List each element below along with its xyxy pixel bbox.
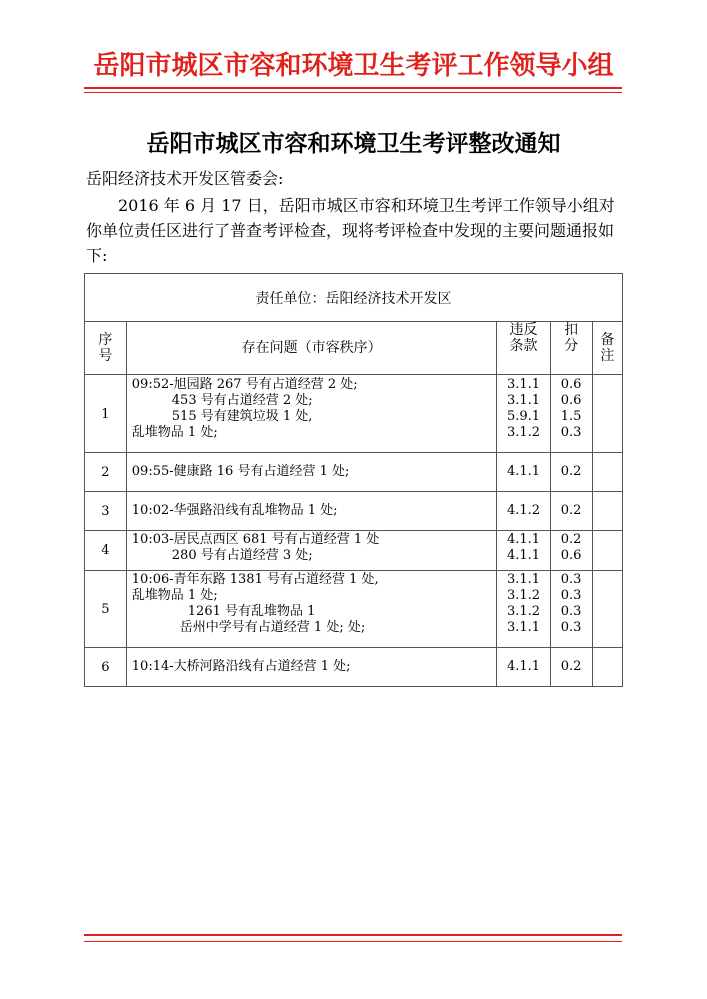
row-notes	[592, 571, 622, 648]
row-notes	[592, 531, 622, 571]
table-row	[85, 648, 623, 687]
row-notes	[592, 453, 622, 492]
row-issues: 09:55-健康路 16 号有占道经营 1 处;	[126, 453, 497, 492]
header-points: 扣 分	[550, 322, 592, 375]
document-title: 岳阳市城区市容和环境卫生考评整改通知	[146, 131, 561, 157]
row-number: 4	[85, 531, 127, 571]
inspection-table	[84, 273, 623, 687]
footer-rule-thin	[84, 941, 622, 942]
row-points: 0.3 0.3 0.3 0.3	[550, 571, 592, 648]
row-issues: 10:06-青年东路 1381 号有占道经营 1 处, 乱堆物品 1 处; 1261 号有乱堆物品 1 岳州中学号有占道经营 1 处; 处;	[126, 571, 497, 648]
header-rule-thin	[84, 92, 622, 93]
header-issues: 存在问题（市容秩序）	[126, 322, 497, 375]
row-number: 6	[85, 648, 127, 687]
row-points: 0.6 0.6 1.5 0.3	[550, 375, 592, 453]
row-codes: 4.1.1 4.1.1	[497, 531, 550, 571]
row-number: 3	[85, 492, 127, 531]
table-row	[85, 375, 623, 453]
row-codes: 4.1.1	[497, 453, 550, 492]
row-points: 0.2	[550, 453, 592, 492]
row-issues: 10:02-华强路沿线有乱堆物品 1 处;	[126, 492, 497, 531]
row-codes: 3.1.1 3.1.2 3.1.2 3.1.1	[497, 571, 550, 648]
row-number: 2	[85, 453, 127, 492]
row-points: 0.2	[550, 492, 592, 531]
header-rule-thick	[84, 87, 622, 89]
footer-rule-thick	[84, 934, 622, 936]
org-header-title: 岳阳市城区市容和环境卫生考评工作领导小组	[93, 51, 614, 81]
table-row	[85, 571, 623, 648]
row-issues: 09:52-旭园路 267 号有占道经营 2 处; 453 号有占道经营 2 处; 515 号有建筑垃圾 1 处, 乱堆物品 1 处;	[126, 375, 497, 453]
row-number: 5	[85, 571, 127, 648]
responsible-unit-row	[85, 274, 623, 322]
table-row	[85, 453, 623, 492]
row-notes	[592, 492, 622, 531]
row-notes	[592, 375, 622, 453]
row-codes: 4.1.1	[497, 648, 550, 687]
row-points: 0.2	[550, 648, 592, 687]
row-codes: 4.1.2	[497, 492, 550, 531]
row-issues: 10:14-大桥河路沿线有占道经营 1 处;	[126, 648, 497, 687]
row-codes: 3.1.1 3.1.1 5.9.1 3.1.2	[497, 375, 550, 453]
row-issues: 10:03-居民点西区 681 号有占道经营 1 处 280 号有占道经营 3 处;	[126, 531, 497, 571]
header-number: 序 号	[85, 322, 127, 375]
row-notes	[592, 648, 622, 687]
row-points: 0.2 0.6	[550, 531, 592, 571]
addressee: 岳阳经济技术开发区管委会:	[86, 169, 284, 188]
header-codes: 违反 条款	[497, 322, 550, 375]
row-number: 1	[85, 375, 127, 453]
notice-body: 2016 年 6 月 17 日，岳阳市城区市容和环境卫生考评工作领导小组对你单位责任区进行了普查考评检查，现将考评检查中发现的主要问题通报如下:	[86, 196, 615, 265]
table-row	[85, 492, 623, 531]
table-row	[85, 531, 623, 571]
table-header-row	[85, 322, 623, 375]
responsible-unit: 责任单位：岳阳经济技术开发区	[85, 274, 623, 322]
header-notes: 备 注	[592, 322, 622, 375]
